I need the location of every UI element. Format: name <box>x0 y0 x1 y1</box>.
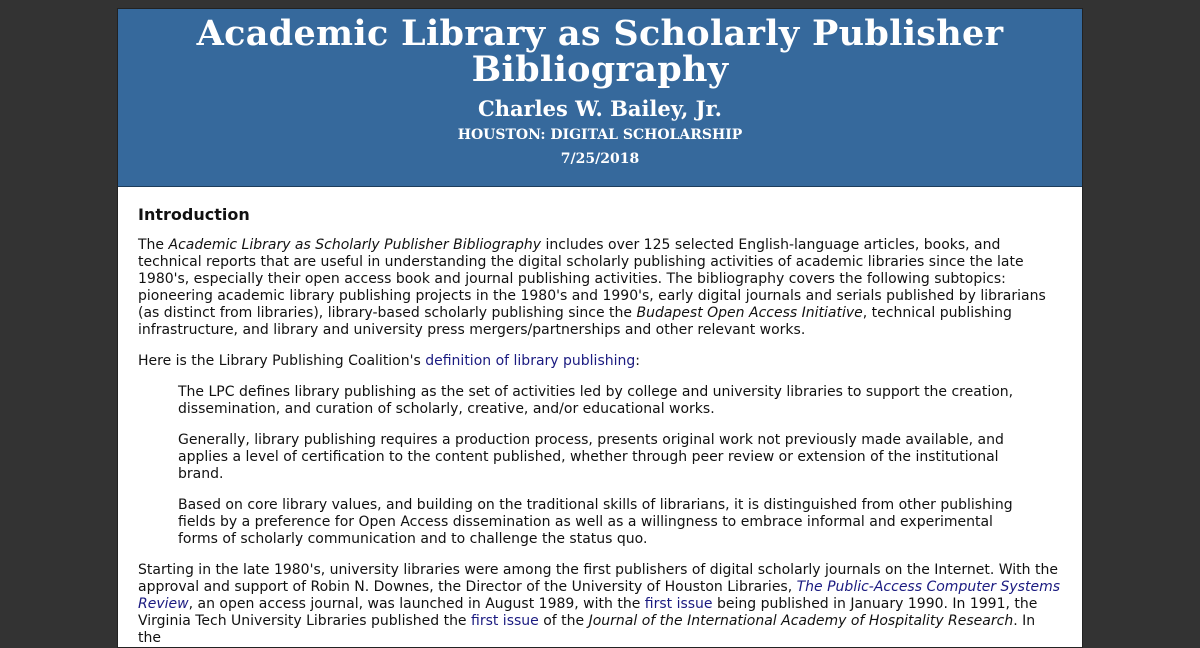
intro-p2-text-b: : <box>635 353 640 369</box>
document-body <box>118 187 1082 647</box>
lpc-definition-quote <box>178 384 1062 548</box>
intro-paragraph-1 <box>138 237 1062 339</box>
bibliography-title-italic: Academic Library as Scholarly Publisher Bibliography <box>168 237 542 253</box>
quote-paragraph-2: Generally, library publishing requires a production process, presents original work not previously made available, and applies a level of certification to the content published, whether through peer review or extension of the institutional brand. <box>178 432 1004 482</box>
intro-p3-text-e: . In the <box>138 613 1036 646</box>
intro-p3-text-a: Starting in the late 1980's, university libraries were among the first publishers of digital scholarly journals on the Internet. With the approval and support of Robin N. Downes, the Director of the University of Houston Libraries, <box>138 562 1058 595</box>
intro-p3-text-b: , an open access journal, was launched in August 1989, with the <box>188 596 645 612</box>
document-author: Charles W. Bailey, Jr. <box>478 96 722 121</box>
quote-paragraph-3: Based on core library values, and building on the traditional skills of librarians, it is distinguished from other publishing fields by a preference for Open Access dissemination as well as a willingness to embrace informal and experimental forms of scholarly communication and to challenge the status quo. <box>178 497 1013 547</box>
boai-title-italic: Budapest Open Access Initiative <box>636 305 863 321</box>
intro-p2-text-a: Here is the Library Publishing Coalition's <box>138 353 426 369</box>
section-heading-introduction: Introduction <box>138 205 250 224</box>
jiahr-title-italic: Journal of the International Academy of Hospitality Research <box>588 613 1014 629</box>
pacs-review-link-text: The Public-Access Computer Systems Review <box>138 579 1061 612</box>
document-header <box>118 9 1082 187</box>
quote-paragraph-1: The LPC defines library publishing as the set of activities led by college and university libraries to support the creation, dissemination, and curation of scholarly, creative, and/or educational works. <box>178 384 1014 417</box>
document-title: Academic Library as Scholarly Publisher Bibliography <box>196 13 1004 90</box>
document-publisher: HOUSTON: DIGITAL SCHOLARSHIP <box>457 127 743 143</box>
intro-p1-text-b: includes over 125 selected English-language articles, books, and technical reports that are useful in understanding the digital scholarly publishing activities of academic libraries since the late 1980's, especially their open access book and journal publishing activities. The bibliography covers the following subtopics: pioneering academic library publishing projects in the 1980's and 1990's, early digital journals and serials published by librarians (as distinct from libraries), library-based scholarly publishing since the <box>138 237 1046 321</box>
intro-paragraph-2 <box>138 353 1062 370</box>
intro-paragraph-3 <box>138 562 1062 647</box>
intro-p1-text-a: The <box>138 237 169 253</box>
first-issue-link-jiahr[interactable]: first issue <box>471 613 539 629</box>
intro-p1-text-c: , technical publishing infrastructure, and library and university press mergers/partnerships and other relevant works. <box>138 305 1012 338</box>
document-page <box>117 8 1083 648</box>
document-date: 7/25/2018 <box>560 151 640 167</box>
first-issue-link-pacs[interactable]: first issue <box>644 596 713 612</box>
intro-p3-text-d: of the <box>538 613 589 629</box>
intro-p3-text-c: being published in January 1990. In 1991, the Virginia Tech University Libraries published the <box>138 596 1038 629</box>
definition-of-library-publishing-link[interactable]: definition of library publishing <box>425 353 636 369</box>
